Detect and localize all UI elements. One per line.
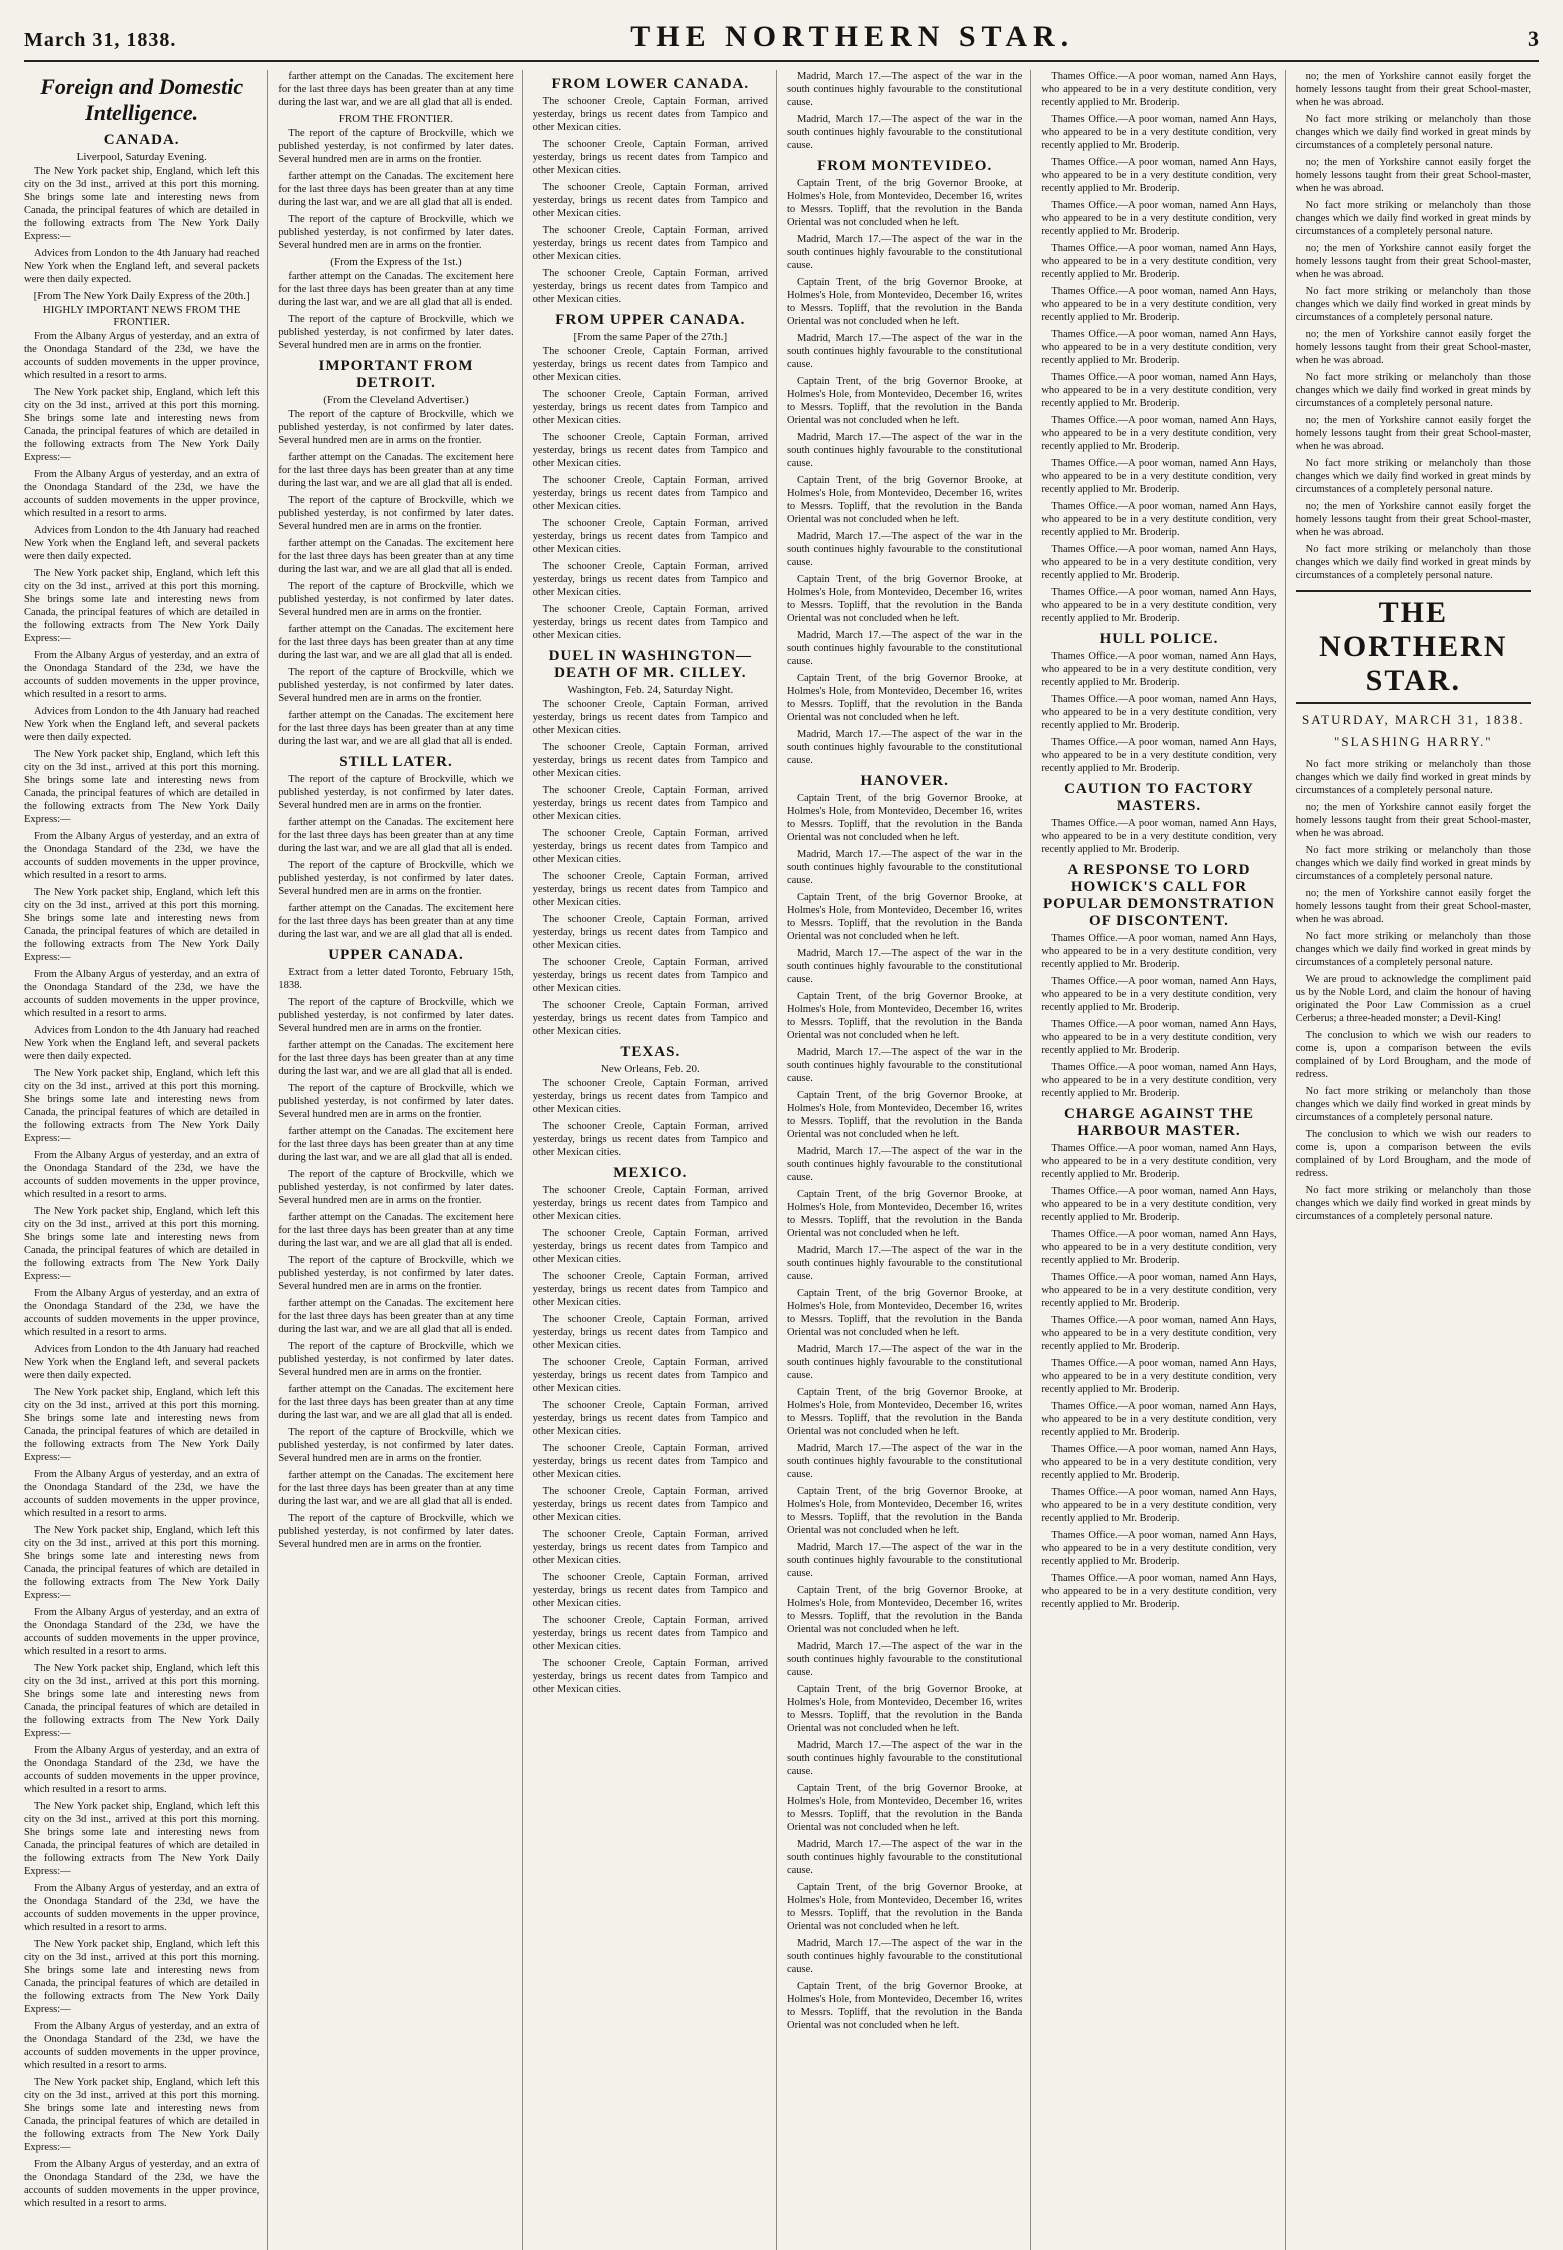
paragraph: Thames Office.—A poor woman, named Ann Hays, who appeared to be in a very destitute condition, very recently applied to Mr. Broderip.	[1041, 114, 1277, 151]
paragraph: Captain Trent, of the brig Governor Brooke, at Holmes's Hole, from Montevideo, December 16, writes to Messrs. Topliff, that the revolution in the Banda Oriental was not concluded when he left.	[786, 1684, 1023, 1734]
subheading: A RESPONSE TO LORD HOWICK'S CALL FOR POPULAR DEMONSTRATION OF DISCONTENT.	[1042, 862, 1275, 929]
paragraph: From the Albany Argus of yesterday, and an extra of the Onondaga Standard of the 23d, we have the accounts of sudden movements in the upper province, which resulted in a resort to arms.	[24, 469, 260, 519]
paragraph: The schooner Creole, Captain Forman, arrived yesterday, brings us recent dates from Tampico and other Mexican cities.	[532, 475, 768, 512]
paragraph: Captain Trent, of the brig Governor Brooke, at Holmes's Hole, from Montevideo, December 16, writes to Messrs. Topliff, that the revolution in the Banda Oriental was not concluded when he left.	[786, 1882, 1023, 1932]
paragraph: The schooner Creole, Captain Forman, arrived yesterday, brings us recent dates from Tampico and other Mexican cities.	[532, 957, 768, 994]
paragraph: Thames Office.—A poor woman, named Ann Hays, who appeared to be in a very destitute condition, very recently applied to Mr. Broderip.	[1041, 587, 1277, 624]
dateline: Liverpool, Saturday Evening.	[76, 151, 207, 163]
paragraph: farther attempt on the Canadas. The excitement here for the last three days has been greater than at any time during the last war, and we are all glad that all is ended.	[278, 1384, 514, 1421]
subheading: HANOVER.	[860, 773, 949, 789]
paragraph: Madrid, March 17.—The aspect of the war in the south continues highly favourable to the constitutional cause.	[786, 1542, 1023, 1579]
paragraph: Thames Office.—A poor woman, named Ann Hays, who appeared to be in a very destitute condition, very recently applied to Mr. Broderip.	[1041, 651, 1277, 688]
paragraph: Thames Office.—A poor woman, named Ann Hays, who appeared to be in a very destitute condition, very recently applied to Mr. Broderip.	[1041, 1272, 1277, 1309]
paragraph: Madrid, March 17.—The aspect of the war in the south continues highly favourable to the constitutional cause.	[786, 234, 1023, 271]
paragraph: The schooner Creole, Captain Forman, arrived yesterday, brings us recent dates from Tampico and other Mexican cities.	[532, 139, 768, 176]
paragraph: Thames Office.—A poor woman, named Ann Hays, who appeared to be in a very destitute condition, very recently applied to Mr. Broderip.	[1041, 1358, 1277, 1395]
paragraph: The schooner Creole, Captain Forman, arrived yesterday, brings us recent dates from Tampico and other Mexican cities.	[532, 182, 768, 219]
paragraph: no; the men of Yorkshire cannot easily forget the homely lessons taught from their great School-master, when he was abroad.	[1295, 802, 1531, 839]
paragraph: The schooner Creole, Captain Forman, arrived yesterday, brings us recent dates from Tampico and other Mexican cities.	[532, 1121, 768, 1158]
paragraph: no; the men of Yorkshire cannot easily forget the homely lessons taught from their great School-master, when he was abroad.	[1295, 415, 1531, 452]
subheading: FROM MONTEVIDEO.	[817, 158, 993, 174]
paragraph: Thames Office.—A poor woman, named Ann Hays, who appeared to be in a very destitute condition, very recently applied to Mr. Broderip.	[1041, 1315, 1277, 1352]
paragraph: Captain Trent, of the brig Governor Brooke, at Holmes's Hole, from Montevideo, December 16, writes to Messrs. Topliff, that the revolution in the Banda Oriental was not concluded when he left.	[786, 1486, 1023, 1536]
paragraph: No fact more striking or melancholy than those changes which we daily find worked in great minds by circumstances of a completely personal nature.	[1295, 286, 1531, 323]
dateline: New Orleans, Feb. 20.	[600, 1063, 700, 1075]
paragraph: farther attempt on the Canadas. The excitement here for the last three days has been greater than at any time during the last war, and we are all glad that all is ended.	[278, 624, 514, 661]
paragraph: Advices from London to the 4th January had reached New York when the England left, and several packets were then daily expected.	[24, 1344, 260, 1381]
paragraph: The New York packet ship, England, which left this city on the 3d inst., arrived at this port this morning. She brings some late and interesting news from Canada, the principal features of which are detailed in the following extracts from The New York Daily Express:—	[24, 387, 260, 463]
paragraph: Captain Trent, of the brig Governor Brooke, at Holmes's Hole, from Montevideo, December 16, writes to Messrs. Topliff, that the revolution in the Banda Oriental was not concluded when he left.	[786, 1090, 1023, 1140]
subheading: HIGHLY IMPORTANT NEWS FROM THE FRONTIER.	[42, 304, 241, 328]
paragraph: The New York packet ship, England, which left this city on the 3d inst., arrived at this port this morning. She brings some late and interesting news from Canada, the principal features of which are detailed in the following extracts from The New York Daily Express:—	[24, 887, 260, 963]
paragraph: farther attempt on the Canadas. The excitement here for the last three days has been greater than at any time during the last war, and we are all glad that all is ended.	[278, 1040, 514, 1077]
paragraph: The schooner Creole, Captain Forman, arrived yesterday, brings us recent dates from Tampico and other Mexican cities.	[532, 561, 768, 598]
paragraph: Captain Trent, of the brig Governor Brooke, at Holmes's Hole, from Montevideo, December 16, writes to Messrs. Topliff, that the revolution in the Banda Oriental was not concluded when he left.	[786, 574, 1023, 624]
paragraph: No fact more striking or melancholy than those changes which we daily find worked in great minds by circumstances of a completely personal nature.	[1295, 200, 1531, 237]
paragraph: Thames Office.—A poor woman, named Ann Hays, who appeared to be in a very destitute condition, very recently applied to Mr. Broderip.	[1041, 1229, 1277, 1266]
paragraph: Thames Office.—A poor woman, named Ann Hays, who appeared to be in a very destitute condition, very recently applied to Mr. Broderip.	[1041, 157, 1277, 194]
paragraph: Thames Office.—A poor woman, named Ann Hays, who appeared to be in a very destitute condition, very recently applied to Mr. Broderip.	[1041, 372, 1277, 409]
paragraph: The schooner Creole, Captain Forman, arrived yesterday, brings us recent dates from Tampico and other Mexican cities.	[532, 742, 768, 779]
paragraph: The schooner Creole, Captain Forman, arrived yesterday, brings us recent dates from Tampico and other Mexican cities.	[532, 1529, 768, 1566]
paragraph: The schooner Creole, Captain Forman, arrived yesterday, brings us recent dates from Tampico and other Mexican cities.	[532, 432, 768, 469]
paragraph: Captain Trent, of the brig Governor Brooke, at Holmes's Hole, from Montevideo, December 16, writes to Messrs. Topliff, that the revolution in the Banda Oriental was not concluded when he left.	[786, 178, 1023, 228]
paragraph: Captain Trent, of the brig Governor Brooke, at Holmes's Hole, from Montevideo, December 16, writes to Messrs. Topliff, that the revolution in the Banda Oriental was not concluded when he left.	[786, 1783, 1023, 1833]
paragraph: The schooner Creole, Captain Forman, arrived yesterday, brings us recent dates from Tampico and other Mexican cities.	[532, 518, 768, 555]
paragraph: The schooner Creole, Captain Forman, arrived yesterday, brings us recent dates from Tampico and other Mexican cities.	[532, 1615, 768, 1652]
column-3	[533, 70, 777, 2250]
paragraph: The New York packet ship, England, which left this city on the 3d inst., arrived at this port this morning. She brings some late and interesting news from Canada, the principal features of which are detailed in the following extracts from The New York Daily Express:—	[24, 1387, 260, 1463]
paragraph: From the Albany Argus of yesterday, and an extra of the Onondaga Standard of the 23d, we have the accounts of sudden movements in the upper province, which resulted in a resort to arms.	[24, 831, 260, 881]
section-title: Foreign and Domestic Intelligence.	[40, 74, 244, 125]
paragraph: Madrid, March 17.—The aspect of the war in the south continues highly favourable to the constitutional cause.	[786, 849, 1023, 886]
paragraph: Madrid, March 17.—The aspect of the war in the south continues highly favourable to the constitutional cause.	[786, 948, 1023, 985]
paragraph: The New York packet ship, England, which left this city on the 3d inst., arrived at this port this morning. She brings some late and interesting news from Canada, the principal features of which are detailed in the following extracts from The New York Daily Express:—	[24, 749, 260, 825]
subheading: HULL POLICE.	[1099, 631, 1219, 647]
paragraph: Captain Trent, of the brig Governor Brooke, at Holmes's Hole, from Montevideo, December 16, writes to Messrs. Topliff, that the revolution in the Banda Oriental was not concluded when he left.	[786, 376, 1023, 426]
paragraph: From the Albany Argus of yesterday, and an extra of the Onondaga Standard of the 23d, we have the accounts of sudden movements in the upper province, which resulted in a resort to arms.	[24, 1288, 260, 1338]
paragraph: We are proud to acknowledge the compliment paid us by the Noble Lord, and claim the honour of having originated the Poor Law Commission as a cruel Cerberus; a three-headed monster; a Devil-King!	[1295, 974, 1531, 1024]
paragraph: No fact more striking or melancholy than those changes which we daily find worked in great minds by circumstances of a completely personal nature.	[1295, 1086, 1531, 1123]
paragraph: No fact more striking or melancholy than those changes which we daily find worked in great minds by circumstances of a completely personal nature.	[1295, 931, 1531, 968]
paragraph: No fact more striking or melancholy than those changes which we daily find worked in great minds by circumstances of a completely personal nature.	[1295, 1185, 1531, 1222]
paragraph: farther attempt on the Canadas. The excitement here for the last three days has been greater than at any time during the last war, and we are all glad that all is ended.	[278, 903, 514, 940]
column-6	[1296, 70, 1539, 2250]
paragraph: No fact more striking or melancholy than those changes which we daily find worked in great minds by circumstances of a completely personal nature.	[1295, 458, 1531, 495]
paragraph: Thames Office.—A poor woman, named Ann Hays, who appeared to be in a very destitute condition, very recently applied to Mr. Broderip.	[1041, 1019, 1277, 1056]
paragraph: The report of the capture of Brockville, which we published yesterday, is not confirmed by later dates. Several hundred men are in arms on the frontier.	[278, 997, 514, 1034]
paragraph: farther attempt on the Canadas. The excitement here for the last three days has been greater than at any time during the last war, and we are all glad that all is ended.	[278, 171, 514, 208]
paragraph: The report of the capture of Brockville, which we published yesterday, is not confirmed by later dates. Several hundred men are in arms on the frontier.	[278, 128, 514, 165]
masthead-title: THE NORTHERN STAR.	[630, 20, 1075, 53]
paragraph: The schooner Creole, Captain Forman, arrived yesterday, brings us recent dates from Tampico and other Mexican cities.	[532, 1486, 768, 1523]
dateline: Washington, Feb. 24, Saturday Night.	[567, 684, 734, 696]
paragraph: The report of the capture of Brockville, which we published yesterday, is not confirmed by later dates. Several hundred men are in arms on the frontier.	[278, 1341, 514, 1378]
paragraph: The report of the capture of Brockville, which we published yesterday, is not confirmed by later dates. Several hundred men are in arms on the frontier.	[278, 214, 514, 251]
paragraph: Captain Trent, of the brig Governor Brooke, at Holmes's Hole, from Montevideo, December 16, writes to Messrs. Topliff, that the revolution in the Banda Oriental was not concluded when he left.	[786, 1981, 1023, 2031]
source-note: [From The New York Daily Express of the 20th.]	[33, 290, 250, 302]
page-number: 3	[1527, 26, 1539, 51]
paragraph: No fact more striking or melancholy than those changes which we daily find worked in great minds by circumstances of a completely personal nature.	[1295, 114, 1531, 151]
paragraph: The report of the capture of Brockville, which we published yesterday, is not confirmed by later dates. Several hundred men are in arms on the frontier.	[278, 774, 514, 811]
paragraph: The conclusion to which we wish our readers to come is, upon a comparison between the evils complained of by Lord Brougham, and the mode of redress.	[1295, 1030, 1531, 1080]
paragraph: From the Albany Argus of yesterday, and an extra of the Onondaga Standard of the 23d, we have the accounts of sudden movements in the upper province, which resulted in a resort to arms.	[24, 1469, 260, 1519]
paragraph: farther attempt on the Canadas. The excitement here for the last three days has been greater than at any time during the last war, and we are all glad that all is ended.	[278, 271, 514, 308]
paragraph: Thames Office.—A poor woman, named Ann Hays, who appeared to be in a very destitute condition, very recently applied to Mr. Broderip.	[1041, 737, 1277, 774]
paragraph: The report of the capture of Brockville, which we published yesterday, is not confirmed by later dates. Several hundred men are in arms on the frontier.	[278, 1083, 514, 1120]
paragraph: farther attempt on the Canadas. The excitement here for the last three days has been greater than at any time during the last war, and we are all glad that all is ended.	[278, 452, 514, 489]
paragraph: Thames Office.—A poor woman, named Ann Hays, who appeared to be in a very destitute condition, very recently applied to Mr. Broderip.	[1041, 1573, 1277, 1610]
paragraph: The schooner Creole, Captain Forman, arrived yesterday, brings us recent dates from Tampico and other Mexican cities.	[532, 1572, 768, 1609]
paragraph: Thames Office.—A poor woman, named Ann Hays, who appeared to be in a very destitute condition, very recently applied to Mr. Broderip.	[1041, 933, 1277, 970]
paragraph: no; the men of Yorkshire cannot easily forget the homely lessons taught from their great School-master, when he was abroad.	[1295, 157, 1531, 194]
paragraph: No fact more striking or melancholy than those changes which we daily find worked in great minds by circumstances of a completely personal nature.	[1295, 759, 1531, 796]
subheading: DUEL IN WASHINGTON—DEATH OF MR. CILLEY.	[548, 648, 753, 681]
paragraph: The schooner Creole, Captain Forman, arrived yesterday, brings us recent dates from Tampico and other Mexican cities.	[532, 914, 768, 951]
paragraph: Madrid, March 17.—The aspect of the war in the south continues highly favourable to the constitutional cause.	[786, 114, 1023, 151]
paragraph: The schooner Creole, Captain Forman, arrived yesterday, brings us recent dates from Tampico and other Mexican cities.	[532, 828, 768, 865]
paragraph: Thames Office.—A poor woman, named Ann Hays, who appeared to be in a very destitute condition, very recently applied to Mr. Broderip.	[1041, 1143, 1277, 1180]
paragraph: Madrid, March 17.—The aspect of the war in the south continues highly favourable to the constitutional cause.	[786, 1047, 1023, 1084]
paragraph: Thames Office.—A poor woman, named Ann Hays, who appeared to be in a very destitute condition, very recently applied to Mr. Broderip.	[1041, 694, 1277, 731]
paragraph: From the Albany Argus of yesterday, and an extra of the Onondaga Standard of the 23d, we have the accounts of sudden movements in the upper province, which resulted in a resort to arms.	[24, 331, 260, 381]
paragraph: Captain Trent, of the brig Governor Brooke, at Holmes's Hole, from Montevideo, December 16, writes to Messrs. Topliff, that the revolution in the Banda Oriental was not concluded when he left.	[786, 892, 1023, 942]
paragraph: The New York packet ship, England, which left this city on the 3d inst., arrived at this port this morning. She brings some late and interesting news from Canada, the principal features of which are detailed in the following extracts from The New York Daily Express:—	[24, 568, 260, 644]
paragraph: The report of the capture of Brockville, which we published yesterday, is not confirmed by later dates. Several hundred men are in arms on the frontier.	[278, 667, 514, 704]
paragraph: farther attempt on the Canadas. The excitement here for the last three days has been greater than at any time during the last war, and we are all glad that all is ended.	[278, 817, 514, 854]
paragraph: The schooner Creole, Captain Forman, arrived yesterday, brings us recent dates from Tampico and other Mexican cities.	[532, 699, 768, 736]
paragraph: The schooner Creole, Captain Forman, arrived yesterday, brings us recent dates from Tampico and other Mexican cities.	[532, 1443, 768, 1480]
paragraph: Madrid, March 17.—The aspect of the war in the south continues highly favourable to the constitutional cause.	[786, 71, 1023, 108]
paragraph: The New York packet ship, England, which left this city on the 3d inst., arrived at this port this morning. She brings some late and interesting news from Canada, the principal features of which are detailed in the following extracts from The New York Daily Express:—	[24, 2077, 260, 2153]
paragraph: no; the men of Yorkshire cannot easily forget the homely lessons taught from their great School-master, when he was abroad.	[1295, 243, 1531, 280]
column-4	[787, 70, 1031, 2250]
paragraph: The report of the capture of Brockville, which we published yesterday, is not confirmed by later dates. Several hundred men are in arms on the frontier.	[278, 1169, 514, 1206]
subheading: CAUTION TO FACTORY MASTERS.	[1064, 781, 1254, 814]
paragraph: The conclusion to which we wish our readers to come is, upon a comparison between the evils complained of by Lord Brougham, and the mode of redress.	[1295, 1129, 1531, 1179]
paragraph: farther attempt on the Canadas. The excitement here for the last three days has been greater than at any time during the last war, and we are all glad that all is ended.	[278, 71, 514, 108]
subheading: UPPER CANADA.	[328, 947, 464, 963]
paragraph: No fact more striking or melancholy than those changes which we daily find worked in great minds by circumstances of a completely personal nature.	[1295, 372, 1531, 409]
paragraph: no; the men of Yorkshire cannot easily forget the homely lessons taught from their great School-master, when he was abroad.	[1295, 329, 1531, 366]
paragraph: The New York packet ship, England, which left this city on the 3d inst., arrived at this port this morning. She brings some late and interesting news from Canada, the principal features of which are detailed in the following extracts from The New York Daily Express:—	[24, 1068, 260, 1144]
paragraph: From the Albany Argus of yesterday, and an extra of the Onondaga Standard of the 23d, we have the accounts of sudden movements in the upper province, which resulted in a resort to arms.	[24, 2159, 260, 2209]
article-heading: "SLASHING HARRY."	[1334, 734, 1493, 749]
paragraph: The report of the capture of Brockville, which we published yesterday, is not confirmed by later dates. Several hundred men are in arms on the frontier.	[278, 860, 514, 897]
paragraph: The report of the capture of Brockville, which we published yesterday, is not confirmed by later dates. Several hundred men are in arms on the frontier.	[278, 1255, 514, 1292]
paragraph: The schooner Creole, Captain Forman, arrived yesterday, brings us recent dates from Tampico and other Mexican cities.	[532, 1185, 768, 1222]
paragraph: Madrid, March 17.—The aspect of the war in the south continues highly favourable to the constitutional cause.	[786, 1344, 1023, 1381]
paragraph: Madrid, March 17.—The aspect of the war in the south continues highly favourable to the constitutional cause.	[786, 1740, 1023, 1777]
paragraph: No fact more striking or melancholy than those changes which we daily find worked in great minds by circumstances of a completely personal nature.	[1295, 544, 1531, 581]
country-heading: CANADA.	[103, 132, 180, 148]
subheading: FROM LOWER CANADA.	[551, 76, 750, 92]
subheading: MEXICO.	[613, 1165, 688, 1181]
paragraph: Advices from London to the 4th January had reached New York when the England left, and several packets were then daily expected.	[24, 706, 260, 743]
paragraph: The schooner Creole, Captain Forman, arrived yesterday, brings us recent dates from Tampico and other Mexican cities.	[532, 604, 768, 641]
paragraph: Captain Trent, of the brig Governor Brooke, at Holmes's Hole, from Montevideo, December 16, writes to Messrs. Topliff, that the revolution in the Banda Oriental was not concluded when he left.	[786, 1585, 1023, 1635]
masthead	[24, 20, 1539, 62]
paragraph: The schooner Creole, Captain Forman, arrived yesterday, brings us recent dates from Tampico and other Mexican cities.	[532, 225, 768, 262]
paragraph: Thames Office.—A poor woman, named Ann Hays, who appeared to be in a very destitute condition, very recently applied to Mr. Broderip.	[1041, 1444, 1277, 1481]
paragraph: Madrid, March 17.—The aspect of the war in the south continues highly favourable to the constitutional cause.	[786, 1146, 1023, 1183]
paragraph: The report of the capture of Brockville, which we published yesterday, is not confirmed by later dates. Several hundred men are in arms on the frontier.	[278, 314, 514, 351]
paragraph: Captain Trent, of the brig Governor Brooke, at Holmes's Hole, from Montevideo, December 16, writes to Messrs. Topliff, that the revolution in the Banda Oriental was not concluded when he left.	[786, 793, 1023, 843]
paragraph: From the Albany Argus of yesterday, and an extra of the Onondaga Standard of the 23d, we have the accounts of sudden movements in the upper province, which resulted in a resort to arms.	[24, 1150, 260, 1200]
issue-date: SATURDAY, MARCH 31, 1838.	[1301, 712, 1525, 727]
paragraph: Madrid, March 17.—The aspect of the war in the south continues highly favourable to the constitutional cause.	[786, 729, 1023, 766]
paragraph: The report of the capture of Brockville, which we published yesterday, is not confirmed by later dates. Several hundred men are in arms on the frontier.	[278, 495, 514, 532]
paragraph: The schooner Creole, Captain Forman, arrived yesterday, brings us recent dates from Tampico and other Mexican cities.	[532, 1271, 768, 1308]
paragraph: Captain Trent, of the brig Governor Brooke, at Holmes's Hole, from Montevideo, December 16, writes to Messrs. Topliff, that the revolution in the Banda Oriental was not concluded when he left.	[786, 1189, 1023, 1239]
paragraph: The New York packet ship, England, which left this city on the 3d inst., arrived at this port this morning. She brings some late and interesting news from Canada, the principal features of which are detailed in the following extracts from The New York Daily Express:—	[24, 1663, 260, 1739]
paragraph: Thames Office.—A poor woman, named Ann Hays, who appeared to be in a very destitute condition, very recently applied to Mr. Broderip.	[1041, 329, 1277, 366]
paragraph: From the Albany Argus of yesterday, and an extra of the Onondaga Standard of the 23d, we have the accounts of sudden movements in the upper province, which resulted in a resort to arms.	[24, 1745, 260, 1795]
paragraph: From the Albany Argus of yesterday, and an extra of the Onondaga Standard of the 23d, we have the accounts of sudden movements in the upper province, which resulted in a resort to arms.	[24, 2021, 260, 2071]
subheading: FROM THE FRONTIER.	[338, 113, 454, 125]
paragraph: no; the men of Yorkshire cannot easily forget the homely lessons taught from their great School-master, when he was abroad.	[1295, 71, 1531, 108]
paragraph: Thames Office.—A poor woman, named Ann Hays, who appeared to be in a very destitute condition, very recently applied to Mr. Broderip.	[1041, 818, 1277, 855]
paragraph: Madrid, March 17.—The aspect of the war in the south continues highly favourable to the constitutional cause.	[786, 630, 1023, 667]
paragraph: The schooner Creole, Captain Forman, arrived yesterday, brings us recent dates from Tampico and other Mexican cities.	[532, 389, 768, 426]
subheading: CHARGE AGAINST THE HARBOUR MASTER.	[1063, 1106, 1254, 1139]
paragraph: no; the men of Yorkshire cannot easily forget the homely lessons taught from their great School-master, when he was abroad.	[1295, 888, 1531, 925]
paragraph: Thames Office.—A poor woman, named Ann Hays, who appeared to be in a very destitute condition, very recently applied to Mr. Broderip.	[1041, 286, 1277, 323]
paragraph: Thames Office.—A poor woman, named Ann Hays, who appeared to be in a very destitute condition, very recently applied to Mr. Broderip.	[1041, 415, 1277, 452]
masthead-date: March 31, 1838.	[24, 29, 177, 51]
paragraph: The New York packet ship, England, which left this city on the 3d inst., arrived at this port this morning. She brings some late and interesting news from Canada, the principal features of which are detailed in the following extracts from The New York Daily Express:—	[24, 1939, 260, 2015]
source-note: (From the Express of the 1st.)	[330, 256, 462, 268]
paragraph: The schooner Creole, Captain Forman, arrived yesterday, brings us recent dates from Tampico and other Mexican cities.	[532, 1400, 768, 1437]
paragraph: The schooner Creole, Captain Forman, arrived yesterday, brings us recent dates from Tampico and other Mexican cities.	[532, 346, 768, 383]
paragraph: Captain Trent, of the brig Governor Brooke, at Holmes's Hole, from Montevideo, December 16, writes to Messrs. Topliff, that the revolution in the Banda Oriental was not concluded when he left.	[786, 991, 1023, 1041]
paragraph: The schooner Creole, Captain Forman, arrived yesterday, brings us recent dates from Tampico and other Mexican cities.	[532, 1228, 768, 1265]
paragraph: No fact more striking or melancholy than those changes which we daily find worked in great minds by circumstances of a completely personal nature.	[1295, 845, 1531, 882]
paragraph: Madrid, March 17.—The aspect of the war in the south continues highly favourable to the constitutional cause.	[786, 1839, 1023, 1876]
paragraph: Madrid, March 17.—The aspect of the war in the south continues highly favourable to the constitutional cause.	[786, 333, 1023, 370]
paragraph: farther attempt on the Canadas. The excitement here for the last three days has been greater than at any time during the last war, and we are all glad that all is ended.	[278, 1298, 514, 1335]
paragraph: farther attempt on the Canadas. The excitement here for the last three days has been greater than at any time during the last war, and we are all glad that all is ended.	[278, 538, 514, 575]
paragraph: farther attempt on the Canadas. The excitement here for the last three days has been greater than at any time during the last war, and we are all glad that all is ended.	[278, 1126, 514, 1163]
paragraph: The schooner Creole, Captain Forman, arrived yesterday, brings us recent dates from Tampico and other Mexican cities.	[532, 1078, 768, 1115]
paragraph: The schooner Creole, Captain Forman, arrived yesterday, brings us recent dates from Tampico and other Mexican cities.	[532, 96, 768, 133]
paragraph: farther attempt on the Canadas. The excitement here for the last three days has been greater than at any time during the last war, and we are all glad that all is ended.	[278, 710, 514, 747]
paragraph: The report of the capture of Brockville, which we published yesterday, is not confirmed by later dates. Several hundred men are in arms on the frontier.	[278, 409, 514, 446]
paragraph: Madrid, March 17.—The aspect of the war in the south continues highly favourable to the constitutional cause.	[786, 1443, 1023, 1480]
paragraph: Madrid, March 17.—The aspect of the war in the south continues highly favourable to the constitutional cause.	[786, 1641, 1023, 1678]
subheading: STILL LATER.	[339, 754, 453, 770]
paragraph: no; the men of Yorkshire cannot easily forget the homely lessons taught from their great School-master, when he was abroad.	[1295, 501, 1531, 538]
paragraph: The New York packet ship, England, which left this city on the 3d inst., arrived at this port this morning. She brings some late and interesting news from Canada, the principal features of which are detailed in the following extracts from The New York Daily Express:—	[24, 166, 260, 242]
column-2	[278, 70, 522, 2250]
paragraph: Advices from London to the 4th January had reached New York when the England left, and several packets were then daily expected.	[24, 1025, 260, 1062]
paragraph: From the Albany Argus of yesterday, and an extra of the Onondaga Standard of the 23d, we have the accounts of sudden movements in the upper province, which resulted in a resort to arms.	[24, 969, 260, 1019]
paragraph: farther attempt on the Canadas. The excitement here for the last three days has been greater than at any time during the last war, and we are all glad that all is ended.	[278, 1470, 514, 1507]
paragraph: Captain Trent, of the brig Governor Brooke, at Holmes's Hole, from Montevideo, December 16, writes to Messrs. Topliff, that the revolution in the Banda Oriental was not concluded when he left.	[786, 1288, 1023, 1338]
paragraph: Advices from London to the 4th January had reached New York when the England left, and several packets were then daily expected.	[24, 525, 260, 562]
paragraph: Thames Office.—A poor woman, named Ann Hays, who appeared to be in a very destitute condition, very recently applied to Mr. Broderip.	[1041, 1487, 1277, 1524]
paragraph: The New York packet ship, England, which left this city on the 3d inst., arrived at this port this morning. She brings some late and interesting news from Canada, the principal features of which are detailed in the following extracts from The New York Daily Express:—	[24, 1206, 260, 1282]
paragraph: The report of the capture of Brockville, which we published yesterday, is not confirmed by later dates. Several hundred men are in arms on the frontier.	[278, 1427, 514, 1464]
paragraph: Madrid, March 17.—The aspect of the war in the south continues highly favourable to the constitutional cause.	[786, 1245, 1023, 1282]
paragraph: From the Albany Argus of yesterday, and an extra of the Onondaga Standard of the 23d, we have the accounts of sudden movements in the upper province, which resulted in a resort to arms.	[24, 1883, 260, 1933]
paragraph: Thames Office.—A poor woman, named Ann Hays, who appeared to be in a very destitute condition, very recently applied to Mr. Broderip.	[1041, 501, 1277, 538]
paragraph: Thames Office.—A poor woman, named Ann Hays, who appeared to be in a very destitute condition, very recently applied to Mr. Broderip.	[1041, 1530, 1277, 1567]
source-note: [From the same Paper of the 27th.]	[573, 331, 728, 343]
paragraph: farther attempt on the Canadas. The excitement here for the last three days has been greater than at any time during the last war, and we are all glad that all is ended.	[278, 1212, 514, 1249]
column-1	[24, 70, 268, 2250]
column-5	[1041, 70, 1285, 2250]
paragraph: From the Albany Argus of yesterday, and an extra of the Onondaga Standard of the 23d, we have the accounts of sudden movements in the upper province, which resulted in a resort to arms.	[24, 1607, 260, 1657]
paragraph: The schooner Creole, Captain Forman, arrived yesterday, brings us recent dates from Tampico and other Mexican cities.	[532, 1000, 768, 1037]
paragraph: The schooner Creole, Captain Forman, arrived yesterday, brings us recent dates from Tampico and other Mexican cities.	[532, 785, 768, 822]
paragraph: Thames Office.—A poor woman, named Ann Hays, who appeared to be in a very destitute condition, very recently applied to Mr. Broderip.	[1041, 1062, 1277, 1099]
paragraph: Thames Office.—A poor woman, named Ann Hays, who appeared to be in a very destitute condition, very recently applied to Mr. Broderip.	[1041, 976, 1277, 1013]
paragraph: The schooner Creole, Captain Forman, arrived yesterday, brings us recent dates from Tampico and other Mexican cities.	[532, 1357, 768, 1394]
paragraph: From the Albany Argus of yesterday, and an extra of the Onondaga Standard of the 23d, we have the accounts of sudden movements in the upper province, which resulted in a resort to arms.	[24, 650, 260, 700]
paragraph: The New York packet ship, England, which left this city on the 3d inst., arrived at this port this morning. She brings some late and interesting news from Canada, the principal features of which are detailed in the following extracts from The New York Daily Express:—	[24, 1801, 260, 1877]
subheading: FROM UPPER CANADA.	[555, 312, 746, 328]
paragraph: The schooner Creole, Captain Forman, arrived yesterday, brings us recent dates from Tampico and other Mexican cities.	[532, 871, 768, 908]
paragraph: Captain Trent, of the brig Governor Brooke, at Holmes's Hole, from Montevideo, December 16, writes to Messrs. Topliff, that the revolution in the Banda Oriental was not concluded when he left.	[786, 673, 1023, 723]
paragraph: Captain Trent, of the brig Governor Brooke, at Holmes's Hole, from Montevideo, December 16, writes to Messrs. Topliff, that the revolution in the Banda Oriental was not concluded when he left.	[786, 277, 1023, 327]
paragraph: The report of the capture of Brockville, which we published yesterday, is not confirmed by later dates. Several hundred men are in arms on the frontier.	[278, 581, 514, 618]
paragraph: The schooner Creole, Captain Forman, arrived yesterday, brings us recent dates from Tampico and other Mexican cities.	[532, 1658, 768, 1695]
paragraph: Thames Office.—A poor woman, named Ann Hays, who appeared to be in a very destitute condition, very recently applied to Mr. Broderip.	[1041, 458, 1277, 495]
paragraph: Captain Trent, of the brig Governor Brooke, at Holmes's Hole, from Montevideo, December 16, writes to Messrs. Topliff, that the revolution in the Banda Oriental was not concluded when he left.	[786, 1387, 1023, 1437]
paragraph: The New York packet ship, England, which left this city on the 3d inst., arrived at this port this morning. She brings some late and interesting news from Canada, the principal features of which are detailed in the following extracts from The New York Daily Express:—	[24, 1525, 260, 1601]
paragraph: Madrid, March 17.—The aspect of the war in the south continues highly favourable to the constitutional cause.	[786, 432, 1023, 469]
paragraph: Thames Office.—A poor woman, named Ann Hays, who appeared to be in a very destitute condition, very recently applied to Mr. Broderip.	[1041, 1401, 1277, 1438]
paragraph: Thames Office.—A poor woman, named Ann Hays, who appeared to be in a very destitute condition, very recently applied to Mr. Broderip.	[1041, 71, 1277, 108]
paragraph: Extract from a letter dated Toronto, February 15th, 1838.	[278, 967, 514, 991]
paragraph: Thames Office.—A poor woman, named Ann Hays, who appeared to be in a very destitute condition, very recently applied to Mr. Broderip.	[1041, 544, 1277, 581]
subheading: IMPORTANT FROM DETROIT.	[318, 358, 474, 391]
subheading: TEXAS.	[620, 1044, 681, 1060]
paragraph: The report of the capture of Brockville, which we published yesterday, is not confirmed by later dates. Several hundred men are in arms on the frontier.	[278, 1513, 514, 1550]
paragraph: Thames Office.—A poor woman, named Ann Hays, who appeared to be in a very destitute condition, very recently applied to Mr. Broderip.	[1041, 1186, 1277, 1223]
paragraph: Thames Office.—A poor woman, named Ann Hays, who appeared to be in a very destitute condition, very recently applied to Mr. Broderip.	[1041, 243, 1277, 280]
paragraph: Thames Office.—A poor woman, named Ann Hays, who appeared to be in a very destitute condition, very recently applied to Mr. Broderip.	[1041, 200, 1277, 237]
source-note: (From the Cleveland Advertiser.)	[323, 394, 469, 406]
paragraph: Madrid, March 17.—The aspect of the war in the south continues highly favourable to the constitutional cause.	[786, 531, 1023, 568]
paragraph: Advices from London to the 4th January had reached New York when the England left, and several packets were then daily expected.	[24, 248, 260, 285]
paragraph: The schooner Creole, Captain Forman, arrived yesterday, brings us recent dates from Tampico and other Mexican cities.	[532, 268, 768, 305]
paragraph: Madrid, March 17.—The aspect of the war in the south continues highly favourable to the constitutional cause.	[786, 1938, 1023, 1975]
paragraph: Captain Trent, of the brig Governor Brooke, at Holmes's Hole, from Montevideo, December 16, writes to Messrs. Topliff, that the revolution in the Banda Oriental was not concluded when he left.	[786, 475, 1023, 525]
paper-title: THE NORTHERN STAR.	[1296, 590, 1531, 704]
paragraph: The schooner Creole, Captain Forman, arrived yesterday, brings us recent dates from Tampico and other Mexican cities.	[532, 1314, 768, 1351]
